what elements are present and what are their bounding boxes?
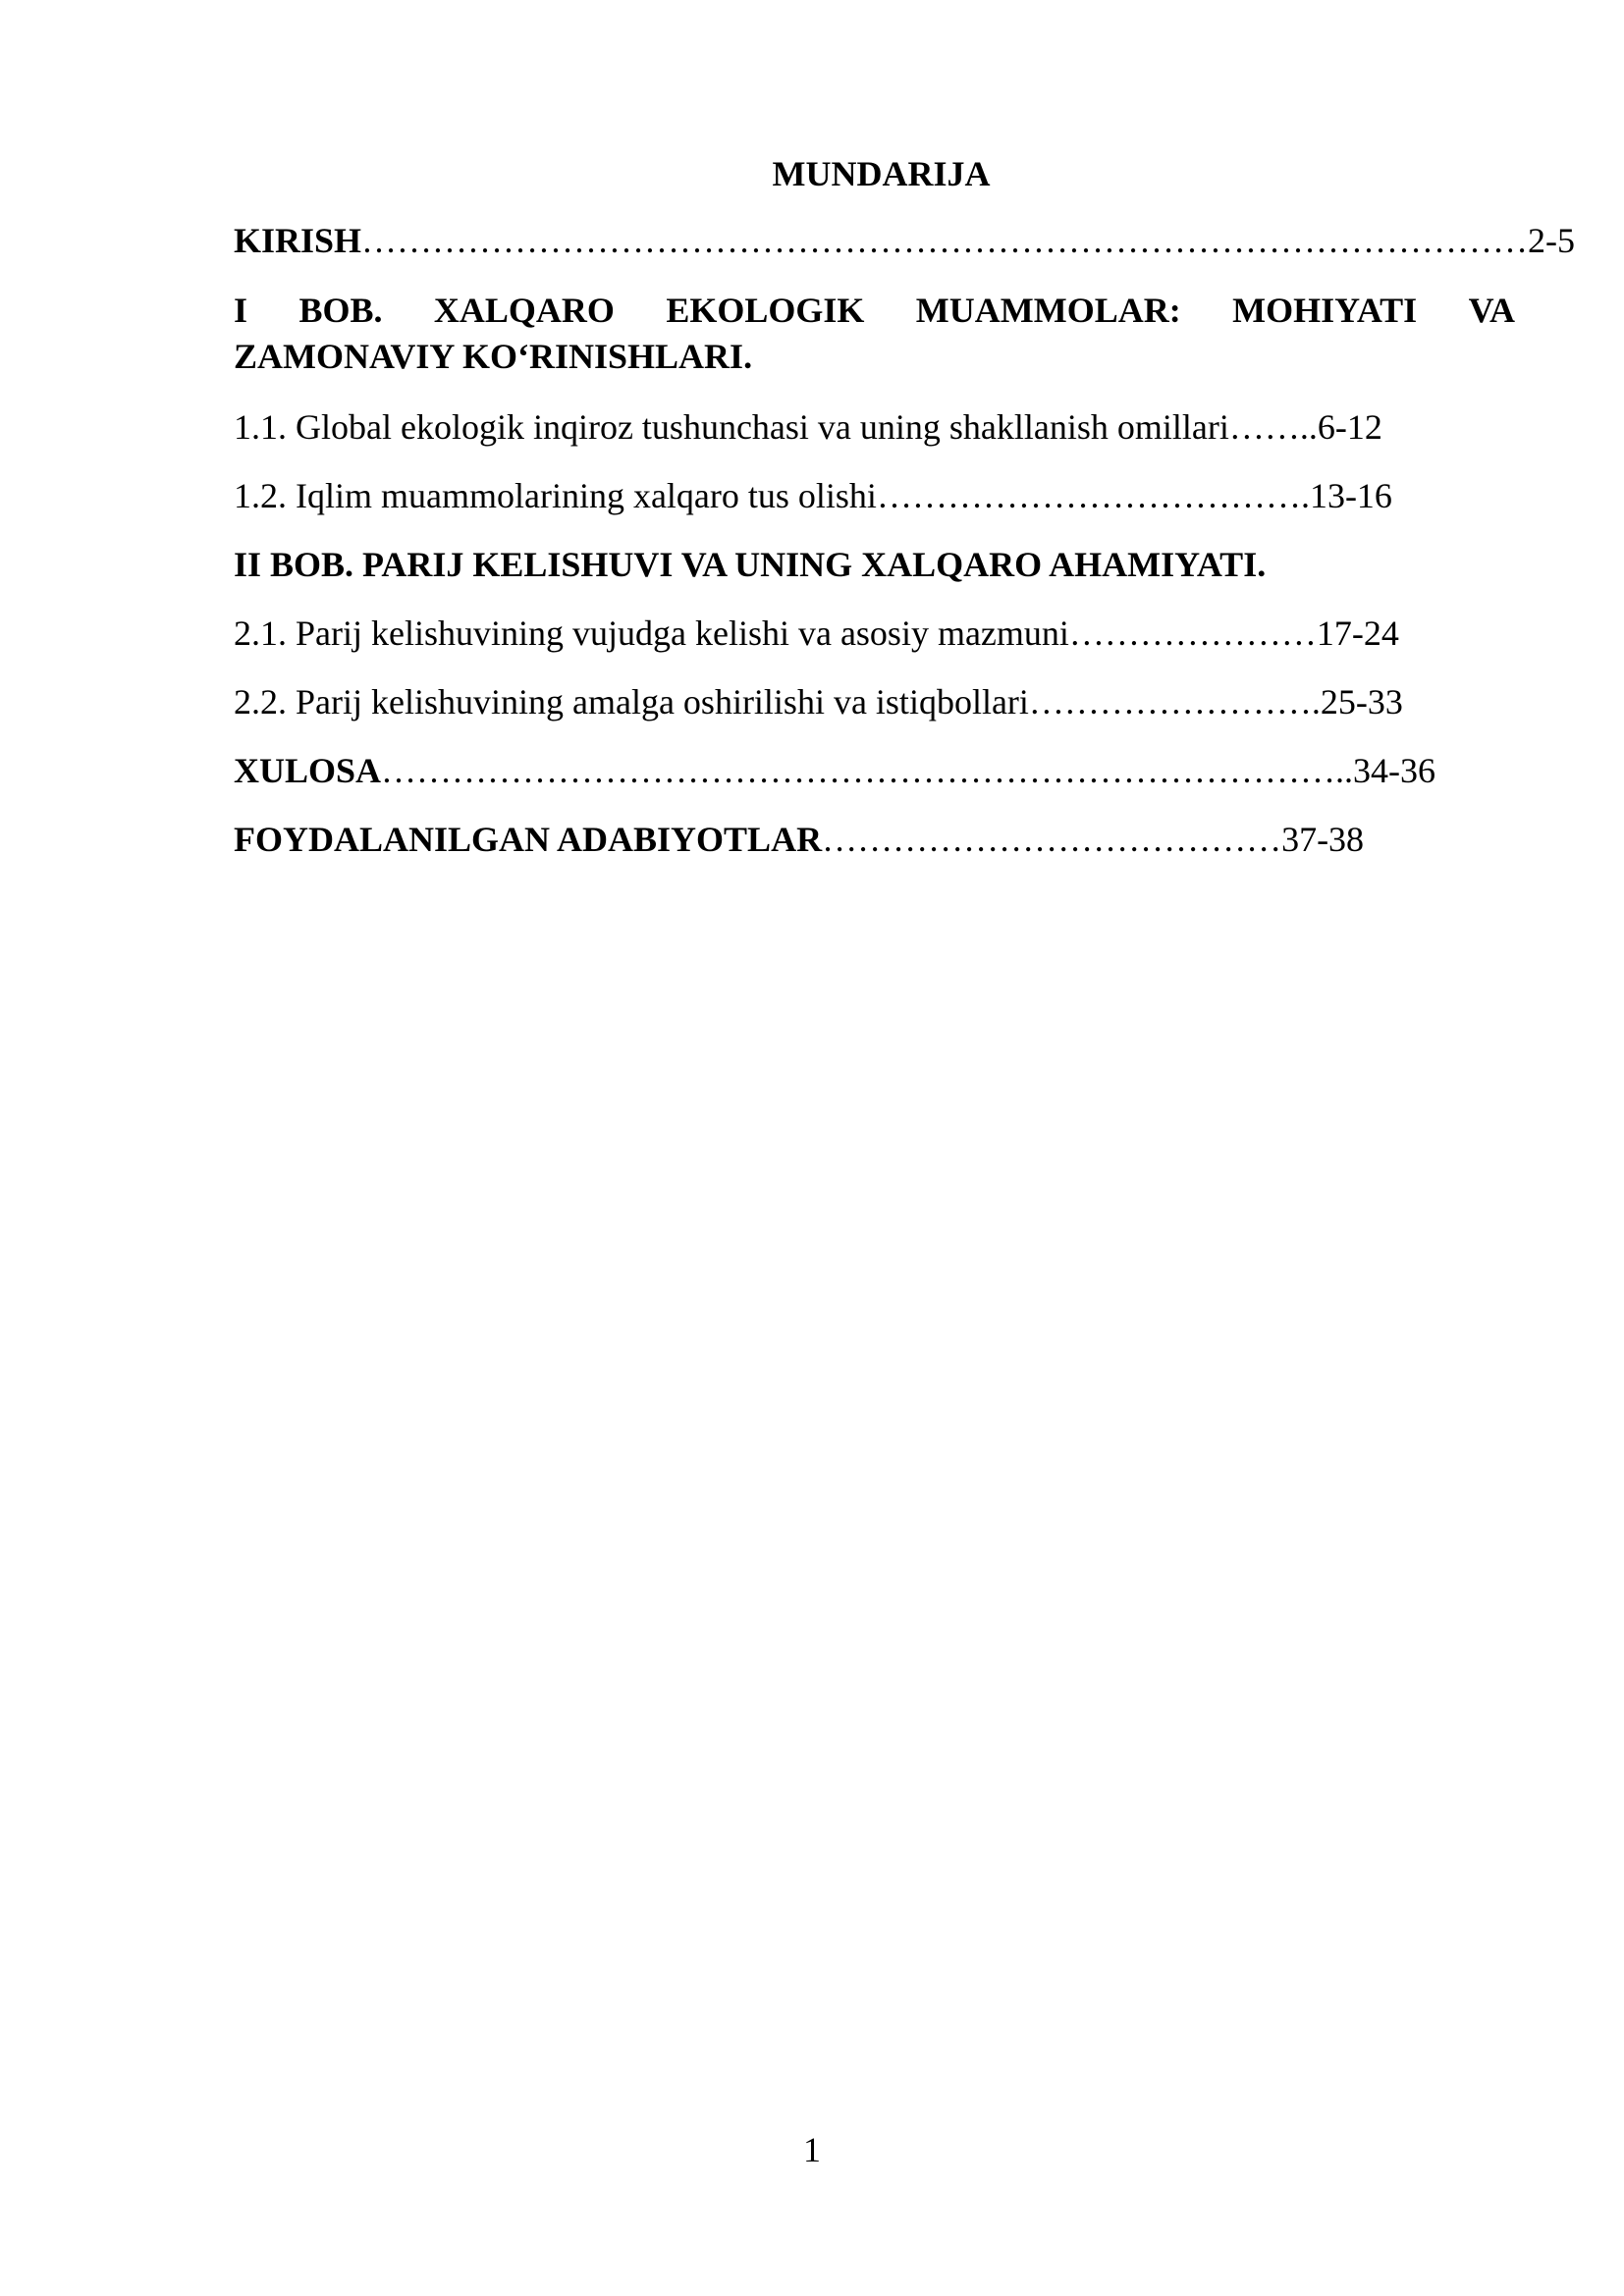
toc-entry-conclusion [234,749,1515,792]
toc-chapter-1-heading [234,288,1515,380]
toc-leader-dots: …….. [1228,407,1318,447]
chapter-1-heading-line-2: ZAMONAVIY KO‘RINISHLARI. [234,337,753,376]
toc-entry-label: 1.2. Iqlim muammolarining xalqaro tus olishi [234,476,877,515]
chapter-1-word: BOB. [298,291,383,330]
toc-page-range: 17-24 [1316,614,1399,653]
toc-leader-dots: ……………………………………………………………………………………… [361,221,1529,260]
chapter-1-word: EKOLOGIK [666,291,865,330]
toc-leader-dots: ………………………………… [822,820,1282,859]
chapter-1-word: I [234,291,248,330]
toc-page-range: 6-12 [1317,407,1382,447]
toc-entry-references [234,818,1515,861]
toc-entry-label: 2.1. Parij kelishuvining vujudga kelishi va asosiy mazmuni [234,614,1069,653]
toc-page-range: 13-16 [1309,476,1392,515]
toc-entry-section-1-1 [234,405,1515,449]
toc-chapter-2-heading: II BOB. PARIJ KELISHUVI VA UNING XALQARO AHAMIYATI. [234,545,1267,584]
toc-entry-label: KIRISH [234,221,362,260]
chapter-1-word: VA [1468,291,1515,330]
chapter-1-word: XALQARO [433,291,615,330]
toc-entry-label: FOYDALANILGAN ADABIYOTLAR [234,820,823,859]
table-of-contents [234,152,1576,886]
toc-leader-dots: ………………………………. [876,476,1310,515]
toc-entry-intro [234,219,1576,262]
toc-entry-section-2-2 [234,680,1515,723]
toc-leader-dots: ……………………………………………………………………….. [381,751,1354,790]
toc-entry-label: XULOSA [234,751,382,790]
toc-title: MUNDARIJA [772,154,991,193]
toc-leader-dots: ……………………. [1028,682,1321,721]
toc-entry-label: 2.2. Parij kelishuvining amalga oshirilishi va istiqbollari [234,682,1029,721]
toc-page-range: 2-5 [1528,221,1576,260]
toc-entry-label: 1.1. Global ekologik inqiroz tushunchasi va uning shakllanish omillari [234,407,1229,447]
toc-page-range: 37-38 [1281,820,1365,859]
toc-entry-section-2-1 [234,612,1515,655]
toc-leader-dots: ………………… [1068,614,1317,653]
page-number: 1 [803,2130,821,2169]
chapter-1-word: MOHIYATI [1232,291,1418,330]
chapter-1-word: MUAMMOLAR: [915,291,1181,330]
toc-page-range: 25-33 [1320,682,1403,721]
chapter-1-heading-line-1 [234,288,1515,334]
toc-page-range: 34-36 [1353,751,1436,790]
toc-entry-section-1-2 [234,474,1515,517]
